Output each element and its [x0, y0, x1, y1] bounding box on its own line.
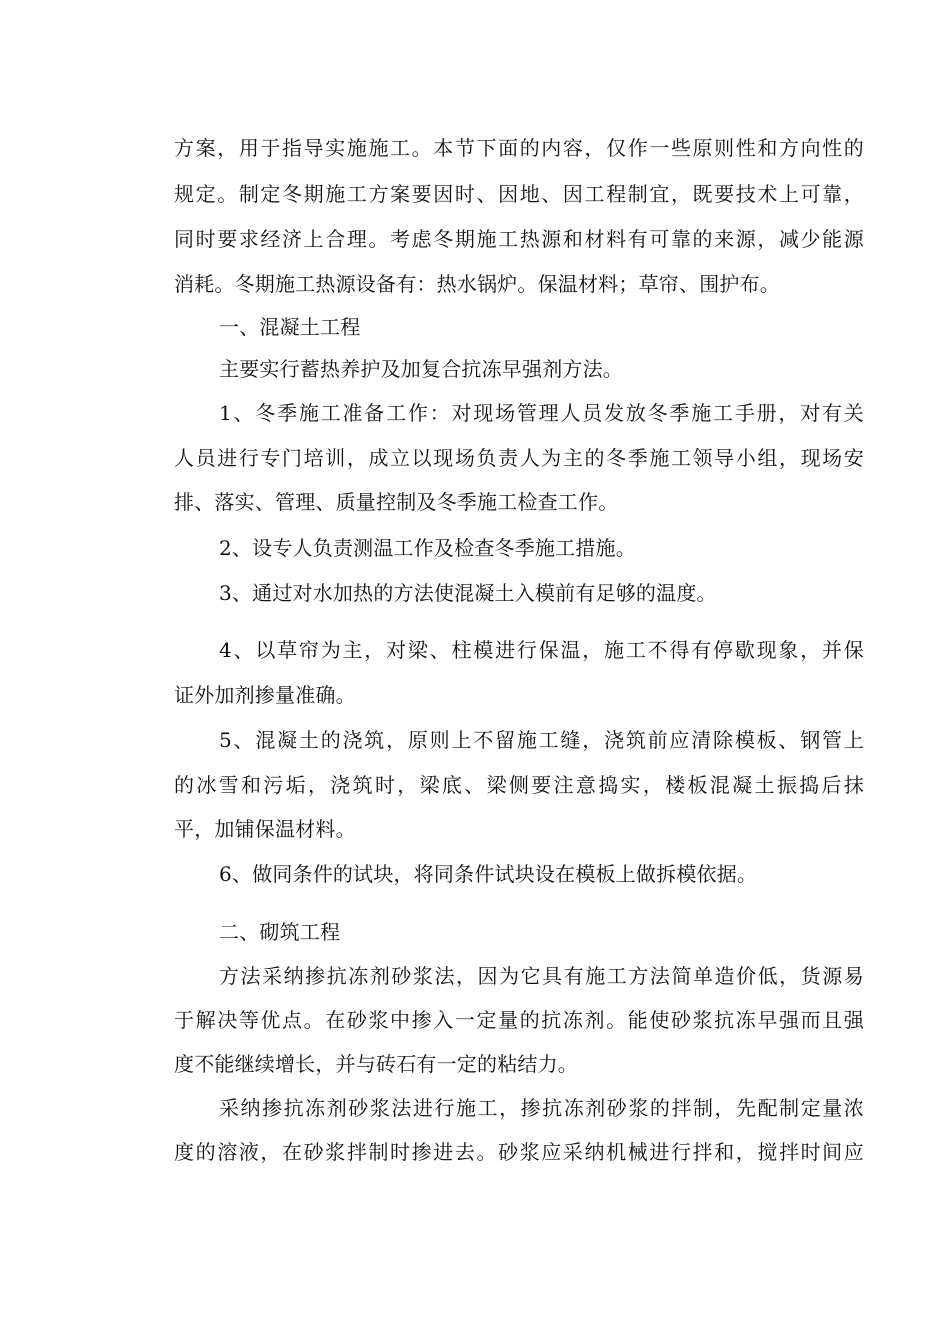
text-line: 采纳掺抗冻剂砂浆法进行施工，掺抗冻剂砂浆的拌制，先配制定量浓	[219, 1096, 864, 1120]
text-line: 4、以草帘为主，对梁、柱模进行保温，施工不得有停歇现象，并保	[219, 638, 864, 662]
text-line: 2、设专人负责测温工作及检查冬季施工措施。	[219, 536, 636, 560]
section-heading: 二、砌筑工程	[219, 920, 341, 944]
text-line: 5、混凝土的浇筑，原则上不留施工缝，浇筑前应清除模板、钢管上	[219, 728, 864, 752]
section-heading: 一、混凝土工程	[219, 315, 361, 339]
text-line: 排、落实、管理、质量控制及冬季施工检查工作。	[174, 490, 619, 514]
text-line: 度不能继续增长，并与砖石有一定的粘结力。	[174, 1052, 578, 1076]
text-line: 3、通过对水加热的方法使混凝土入模前有足够的温度。	[219, 581, 717, 605]
text-line: 的冰雪和污垢，浇筑时，梁底、梁侧要注意捣实，楼板混凝土振捣后抹	[174, 773, 864, 797]
text-line: 同时要求经济上合理。考虑冬期施工热源和材料有可靠的来源，减少能源	[174, 227, 864, 251]
text-line: 1、冬季施工准备工作：对现场管理人员发放冬季施工手册，对有关	[219, 401, 864, 425]
text-line: 规定。制定冬期施工方案要因时、因地、因工程制宜，既要技术上可靠，	[174, 182, 864, 206]
text-line: 主要实行蓄热养护及加复合抗冻早强剂方法。	[219, 357, 623, 381]
text-line: 平，加铺保温材料。	[174, 817, 356, 841]
text-line: 方法采纳掺抗冻剂砂浆法，因为它具有施工方法简单造价低，货源易	[219, 964, 864, 988]
text-line: 证外加剂掺量准确。	[174, 683, 356, 707]
text-line: 于解决等优点。在砂浆中掺入一定量的抗冻剂。能使砂浆抗冻早强而且强	[174, 1008, 864, 1032]
text-line: 6、做同条件的试块，将同条件试块设在模板上做拆模依据。	[219, 862, 758, 886]
text-line: 消耗。冬期施工热源设备有：热水锅炉。保温材料；草帘、围护布。	[174, 272, 780, 296]
text-line: 度的溶液，在砂浆拌制时掺进去。砂浆应采纳机械进行拌和，搅拌时间应	[174, 1140, 864, 1164]
text-line: 方案，用于指导实施施工。本节下面的内容，仅作一些原则性和方向性的	[174, 136, 864, 160]
text-line: 人员进行专门培训，成立以现场负责人为主的冬季施工领导小组，现场安	[174, 446, 864, 470]
